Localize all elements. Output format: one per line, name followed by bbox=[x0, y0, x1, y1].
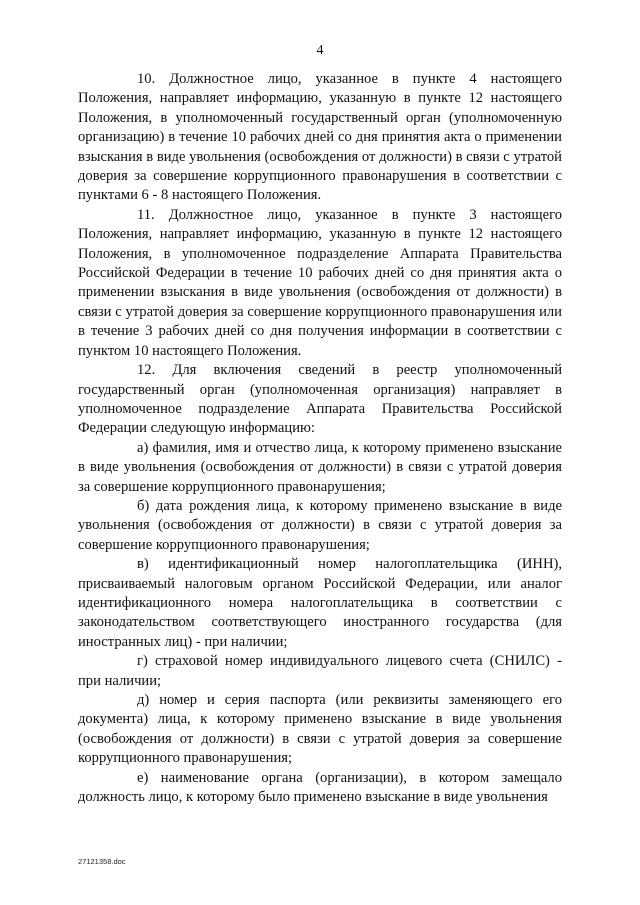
list-item-a: а) фамилия, имя и отчество лица, к которому применено взыскание в виде увольнения (освобождения от должности) в связи с утратой доверия за совершение коррупционного правонарушения; bbox=[78, 439, 562, 495]
list-item-b: б) дата рождения лица, к которому применено взыскание в виде увольнения (освобождения от должности) в связи с утратой доверия за совершение коррупционного правонарушения; bbox=[78, 497, 562, 553]
list-item-e: е) наименование органа (организации), в котором замещало должность лицо, к которому было применено взыскание в виде увольнения bbox=[78, 769, 562, 806]
paragraph-11: 11. Должностное лицо, указанное в пункте 3 настоящего Положения, направляет информацию, указанную в пункте 12 настоящего Положения, в уполномоченное подразделение Аппарата Правительства Российской Федерации в течение 10 рабочих дней со дня принятия акта о применении взыскания в виде увольнения (освобождения от должности) в связи с утратой доверия за совершение коррупционного правонарушения или в течение 3 рабочих дней со дня получения информации в соответствии с пунктом 10 настоящего Положения. bbox=[78, 206, 562, 359]
document-body bbox=[78, 70, 562, 807]
page-number: 4 bbox=[316, 43, 324, 58]
list-item-d: д) номер и серия паспорта (или реквизиты заменяющего его документа) лица, к которому применено взыскание в виде увольнения (освобождения от должности) в связи с утратой доверия за совершение коррупционного правонарушения; bbox=[78, 692, 562, 767]
paragraph-12: 12. Для включения сведений в реестр уполномоченный государственный орган (уполномоченная организация) направляет в уполномоченное подразделение Аппарата Правительства Российской Федерации следующую информацию: bbox=[78, 362, 562, 437]
footer-file-code: 27121358.doc bbox=[78, 857, 126, 866]
list-item-g: г) страховой номер индивидуального лицевого счета (СНИЛС) - при наличии; bbox=[78, 653, 562, 689]
list-item-v: в) идентификационный номер налогоплательщика (ИНН), присваиваемый налоговым органом Российской Федерации, или аналог идентификационного номера налогоплательщика в соответствии с законодательством соответствующего иностранного государства (для иностранных лиц) - при наличии; bbox=[78, 556, 562, 650]
paragraph-10: 10. Должностное лицо, указанное в пункте 4 настоящего Положения, направляет информацию, указанную в пункте 12 настоящего Положения, в уполномоченный государственный орган (уполномоченную организацию) в течение 10 рабочих дней со дня принятия акта о применении взыскания в виде увольнения (освобождения от должности) в связи с утратой доверия за совершение коррупционного правонарушения в соответствии с пунктами 6 - 8 настоящего Положения. bbox=[78, 71, 562, 204]
